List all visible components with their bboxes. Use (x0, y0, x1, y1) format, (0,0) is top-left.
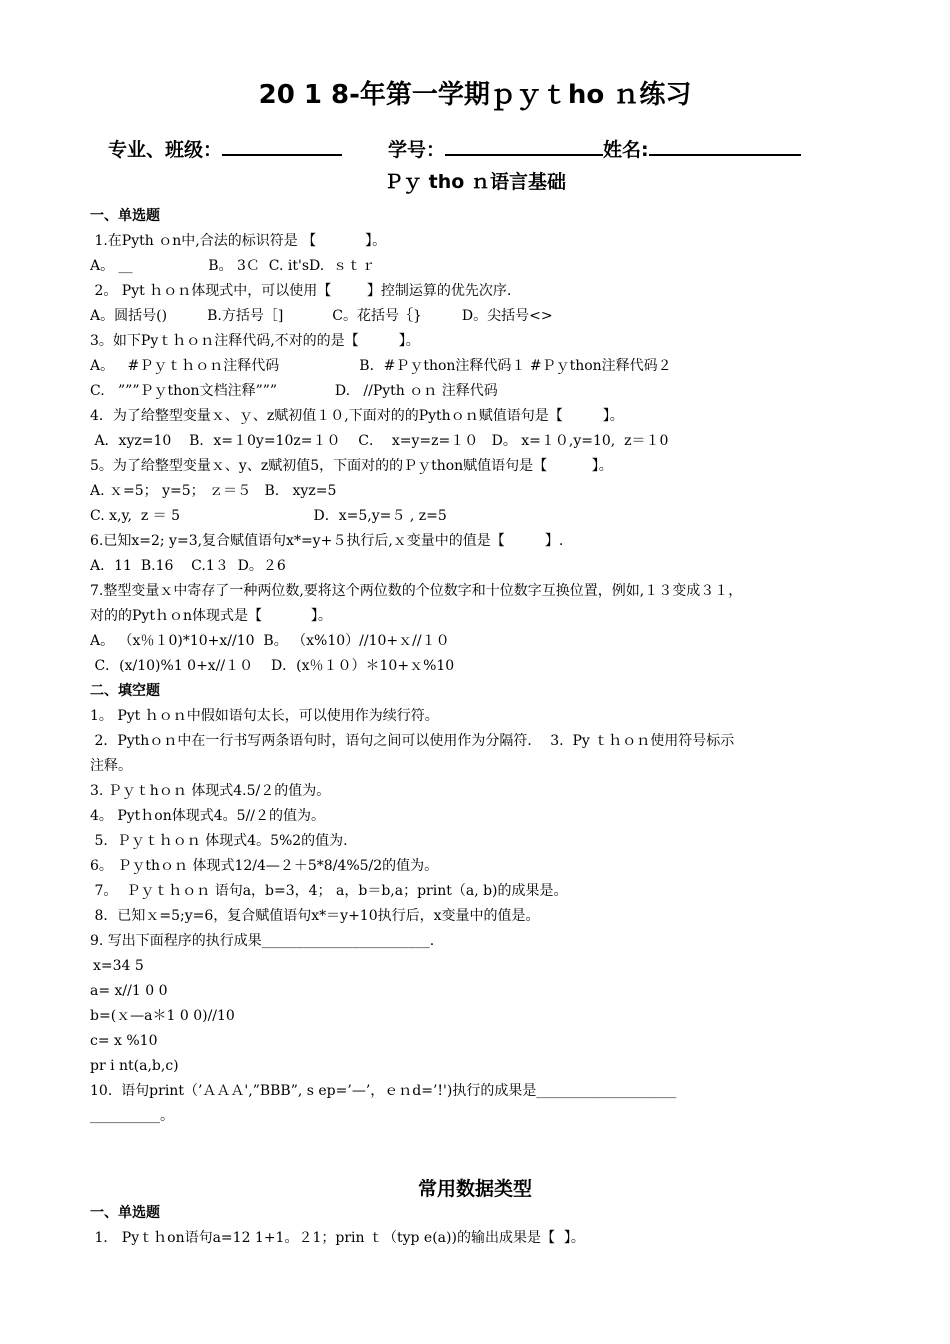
question-line: C．(x/10)%1 0+x//１０ D．(x％１０）＊10+ｘ%10 (90, 658, 455, 674)
student-id-label: 学号： (388, 139, 446, 161)
section1-part2-heading: 二、填空题 (90, 683, 160, 699)
section1-part1-heading: 一、单选题 (90, 208, 160, 224)
question-line: 2。 Pyt ｈｏｎ体现式中，可以使用【 】控制运算的优先次序. (90, 283, 512, 299)
fill-blank-line: 注释。 (90, 758, 132, 774)
fill-blank-line: 4。 Pytｈon体现式4。5//２的值为。 (90, 808, 326, 824)
question-line: 对的的Pytｈｏn体现式是【 】。 (90, 608, 332, 624)
question-line: A。 #Ｐｙｔｈｏｎ注释代码 B．#Ｐｙthon注释代码１ #Ｐｙthon注释代码２ (90, 358, 672, 374)
code-line: b=(ｘ—a＊1 0 0)//10 (90, 1008, 235, 1024)
question-line: 6.已知x=2; y=3,复合赋值语句x*=y+５执行后,ｘ变量中的值是【 】. (90, 533, 564, 549)
code-line: c= x %10 (90, 1033, 158, 1049)
question-line: 3。如下Pyｔｈｏｎ注释代码,不对的的是【 】。 (90, 333, 420, 349)
question-line: 5。为了给整型变量ｘ、y、z赋初值5，下面对的的Ｐｙthon赋值语句是【 】。 (90, 458, 613, 474)
fill-blank-line: 3. Ｐｙｔhｏｎ 体现式4.5/２的值为。 (90, 783, 331, 799)
name-label: 姓名: (603, 139, 649, 161)
question-line: 7.整型变量ｘ中寄存了一种两位数,要将这个两位数的个位数字和十位数字互换位置，例如,１３变成３１， (90, 583, 743, 599)
fill-blank-line: 7。 Ｐｙｔｈｏｎ 语句a，b=3，4； a，b＝b,a；print（a, b)的成果是。 (90, 883, 568, 899)
section-title-data-types: 常用数据类型 (417, 1178, 532, 1200)
major-class-label: 专业、班级： (108, 139, 223, 161)
question-line: A。 __ B。 3Ｃ C. it'sD. ｓｔｒ (90, 258, 376, 274)
question-line: C. ”””Ｐｙthon文档注释””” D. //Pyth ｏｎ 注释代码 (90, 383, 498, 399)
question-line: C. x,y, z ＝ 5 D．x=5,y=５ , z=5 (90, 508, 447, 524)
question-line: A。圆括号() B.方括号［] C。花括号｛} D。尖括号<> (90, 308, 553, 324)
question-line: 4．为了给整型变量ｘ、ｙ、z赋初值１０,下面对的的Pythｏｎ赋值语句是【 】。 (90, 408, 624, 424)
fill-blank-line: __________。 (90, 1108, 174, 1124)
question-line: A. ｘ=5； y=5； ｚ＝５ B. xyz=5 (90, 483, 337, 499)
code-line: x=34 5 (93, 958, 144, 974)
fill-blank-line: 8．已知ｘ=5;y=6，复合赋值语句x*＝y+10执行后，x变量中的值是。 (90, 908, 540, 924)
fill-blank-line: 5. Ｐｙｔｈｏｎ 体现式4。5%2的值为. (90, 833, 348, 849)
question-line: 1． Pyｔｈon语句a=12 1+1。２1；prin ｔ（typ e(a))的输出成果是【 】。 (90, 1230, 585, 1246)
question-line: A．11 B.16 C.1３ D。２6 (90, 558, 286, 574)
fill-blank-line: 2．Pythｏｎ中在一行书写两条语句时，语句之间可以使用作为分隔符． 3. Py ｔｈｏｎ使用符号标示 (90, 733, 735, 749)
student-info-row (108, 132, 801, 162)
question-line: 1.在Pyth ｏn中,合法的标识符是 【 】。 (90, 233, 387, 249)
fill-blank-line: 10. 语句print（’ＡＡＡ',”BBB”, s ep=’—’，ｅｎd=’!')执行的成果是____________________ (90, 1083, 677, 1099)
fill-blank-line: 1。 Pyt ｈｏｎ中假如语句太长，可以使用作为续行符。 (90, 708, 439, 724)
section-title-python-basics: Ｐｙ tho ｎ语言基础 (384, 171, 566, 193)
fill-blank-line: 6。 Ｐｙthｏｎ 体现式12/4—２＋5*8/4%5/2的值为。 (90, 858, 439, 874)
document-title: 20 1 8-年第一学期ｐｙｔho ｎ练习 (258, 80, 692, 110)
section2-part1-heading: 一、单选题 (90, 1205, 160, 1221)
student-id-blank (445, 132, 603, 156)
name-blank (649, 132, 801, 156)
question-line: A．xyz=10 B．x=１0y=10z=１０ C． x=y=z=１０ D。 x=１０,y=10, z＝１0 (90, 433, 669, 449)
code-line: a= x//1 0 0 (90, 983, 168, 999)
fill-blank-line: 9. 写出下面程序的执行成果________________________. (90, 933, 435, 949)
major-class-blank (222, 132, 342, 156)
question-line: A。 （x％１0)*10+x//10 B。 （x%10）//10+ｘ//１０ (90, 633, 450, 649)
code-line: pr i nt(a,b,c) (90, 1058, 179, 1074)
